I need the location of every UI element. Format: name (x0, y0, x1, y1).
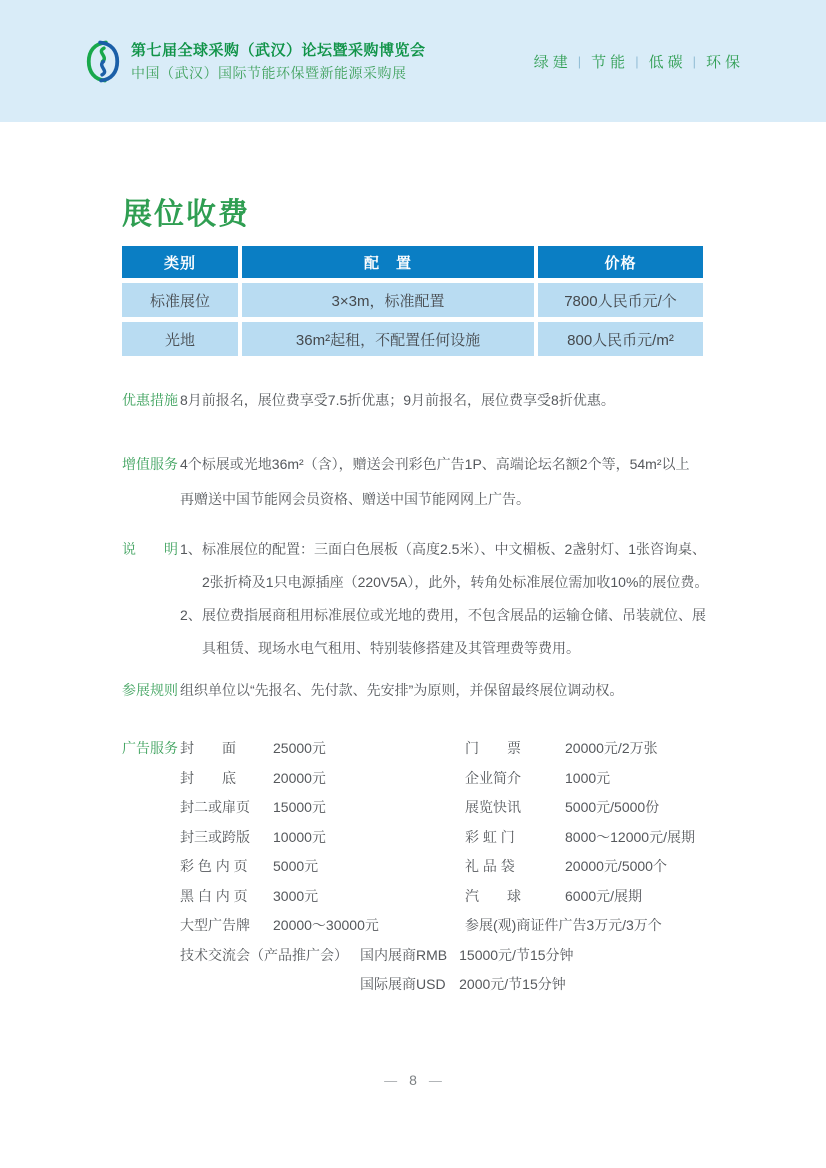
expo-brand (84, 39, 426, 84)
section-text-line: 4个标展或光地36m²（含），赠送会刊彩色广告1P、高端论坛名额2个等，54m²以上 (180, 456, 690, 472)
ad-item-label: 封二或扉页 (180, 799, 250, 815)
ad-item-label: 展览快讯 (465, 799, 521, 815)
ad-service-row (180, 734, 695, 764)
fee-table-cell: 标准展位 (122, 283, 238, 317)
ad-item-label: 封三或跨版 (180, 828, 250, 845)
ad-item-label: 大型广告牌 (180, 917, 250, 933)
page-footer (0, 1072, 826, 1088)
ad-item-price: 20000元 (273, 769, 326, 786)
ad-item-price: 6000元/展期 (565, 887, 643, 904)
ad-item-price: 20000～30000元 (273, 917, 379, 933)
ad-services-body (180, 734, 695, 1000)
expo-brand-text (131, 39, 426, 83)
ad-item-price: 3万元/3万个 (586, 917, 662, 933)
footer-dash-left: — (384, 1073, 398, 1088)
ad-service-row (180, 764, 695, 794)
section-label: 广告服务 (122, 740, 178, 756)
header-tag: 节能 (591, 53, 630, 71)
ad-item-label: 封 面 (180, 740, 236, 756)
ad-item-price: 8000～12000元/展期 (565, 828, 695, 845)
note-number: 1、 (180, 541, 202, 557)
fee-table-cell: 光地 (122, 322, 238, 356)
note-line (180, 533, 708, 566)
page-title: 展位收费 (122, 198, 250, 231)
page-header (0, 0, 826, 122)
header-tag: 绿建 (533, 53, 572, 71)
section-label: 优惠措施 (122, 392, 178, 408)
ad-item-price: 5000元/5000份 (565, 799, 660, 815)
ad-item-price: 3000元 (273, 887, 319, 904)
footer-dash-right: — (428, 1073, 442, 1088)
note-number: 2、 (180, 607, 202, 623)
fee-table-cell: 800人民币元/m² (538, 322, 703, 356)
ad-item-label: 彩 色 内 页 (180, 858, 248, 874)
page-number: 8 (409, 1072, 417, 1088)
fee-table-header-cell: 类别 (122, 246, 238, 278)
ad-item-price: 5000元 (273, 858, 319, 874)
section-body (180, 680, 623, 700)
ad-special-prefix: 国内展商RMB (360, 946, 448, 963)
ad-item-label: 门 票 (465, 740, 521, 756)
fee-table-cell: 3×3m，标准配置 (242, 283, 534, 317)
header-keyword-tags (534, 51, 744, 72)
ad-special-prefix: 国际展商USD (360, 976, 446, 992)
ad-special-label: 技术交流会（产品推广会） (180, 946, 348, 963)
note-line: 具租赁、现场水电气租用、特别装修搭建及其管理费等费用。 (202, 640, 580, 656)
note-text: 展位费指展商租用标准展位或光地的费用，不包含展品的运输仓储、吊装就位、展 (202, 607, 706, 623)
header-tag: 低碳 (648, 53, 687, 71)
ad-special-rows (180, 941, 695, 1000)
ad-special-price: 15000元/节15分钟 (459, 946, 574, 963)
ad-item-label: 汽 球 (465, 887, 521, 904)
ad-service-row (180, 823, 695, 853)
section-body (180, 390, 615, 410)
ad-item-label: 封 底 (180, 769, 236, 786)
expo-logo-icon (84, 39, 122, 84)
tag-separator: | (692, 53, 696, 69)
ad-item-label: 礼 品 袋 (465, 858, 515, 874)
section-body (180, 447, 690, 517)
expo-subtitle: 中国（武汉）国际节能环保暨新能源采购展 (131, 65, 407, 81)
section-label: 参展规则 (122, 682, 178, 698)
ad-item-label: 彩 虹 门 (465, 828, 515, 845)
fee-table-header-cell: 配 置 (242, 246, 534, 278)
note-line (180, 599, 708, 632)
fee-table-header-cell: 价格 (538, 246, 703, 278)
ad-item-price: 20000元/5000个 (565, 858, 667, 874)
header-tag: 环保 (705, 53, 744, 71)
fee-table-cell: 7800人民币元/个 (538, 283, 703, 317)
section-label: 说 明 (122, 541, 178, 557)
section-3 (122, 680, 623, 700)
ad-item-label: 企业简介 (465, 769, 521, 786)
note-text: 标准展位的配置：三面白色展板（高度2.5米）、中文楣板、2盏射灯、1张咨询桌、 (202, 541, 707, 557)
ad-item-price: 25000元 (273, 740, 326, 756)
fee-table-cell: 36m²起租，不配置任何设施 (242, 322, 534, 356)
ad-service-row (180, 882, 695, 912)
ad-item-price: 15000元 (273, 799, 326, 815)
note-line: 2张折椅及1只电源插座（220V5A），此外，转角处标准展位需加收10%的展位费。 (202, 574, 709, 590)
ad-item-price: 10000元 (273, 828, 326, 845)
section-text-line: 8月前报名，展位费享受7.5折优惠；9月前报名，展位费享受8折优惠。 (180, 392, 615, 408)
ad-service-row (180, 911, 695, 941)
expo-title: 第七届全球采购（武汉）论坛暨采购博览会 (131, 42, 426, 59)
tag-separator: | (635, 53, 639, 69)
section-body (180, 533, 708, 665)
ad-service-row (180, 852, 695, 882)
ad-item-label: 参展(观)商证件广告 (465, 917, 587, 933)
tag-separator: | (577, 53, 582, 69)
section-text-line: 再赠送中国节能网会员资格、赠送中国节能网网上广告。 (180, 491, 530, 507)
booth-fee-table (122, 246, 703, 356)
ad-item-price: 20000元/2万张 (565, 740, 658, 756)
ad-item-label: 黑 白 内 页 (180, 887, 248, 904)
section-label: 增值服务 (122, 456, 178, 472)
section-0 (122, 390, 615, 410)
section-2 (122, 533, 708, 665)
ad-service-row (180, 793, 695, 823)
section-1 (122, 447, 690, 517)
ad-special-price: 2000元/节15分钟 (459, 976, 566, 992)
section-text-line: 组织单位以“先报名、先付款、先安排”为原则，并保留最终展位调动权。 (180, 682, 624, 698)
section-ad-services (122, 734, 695, 1000)
ad-item-price: 1000元 (565, 769, 611, 786)
